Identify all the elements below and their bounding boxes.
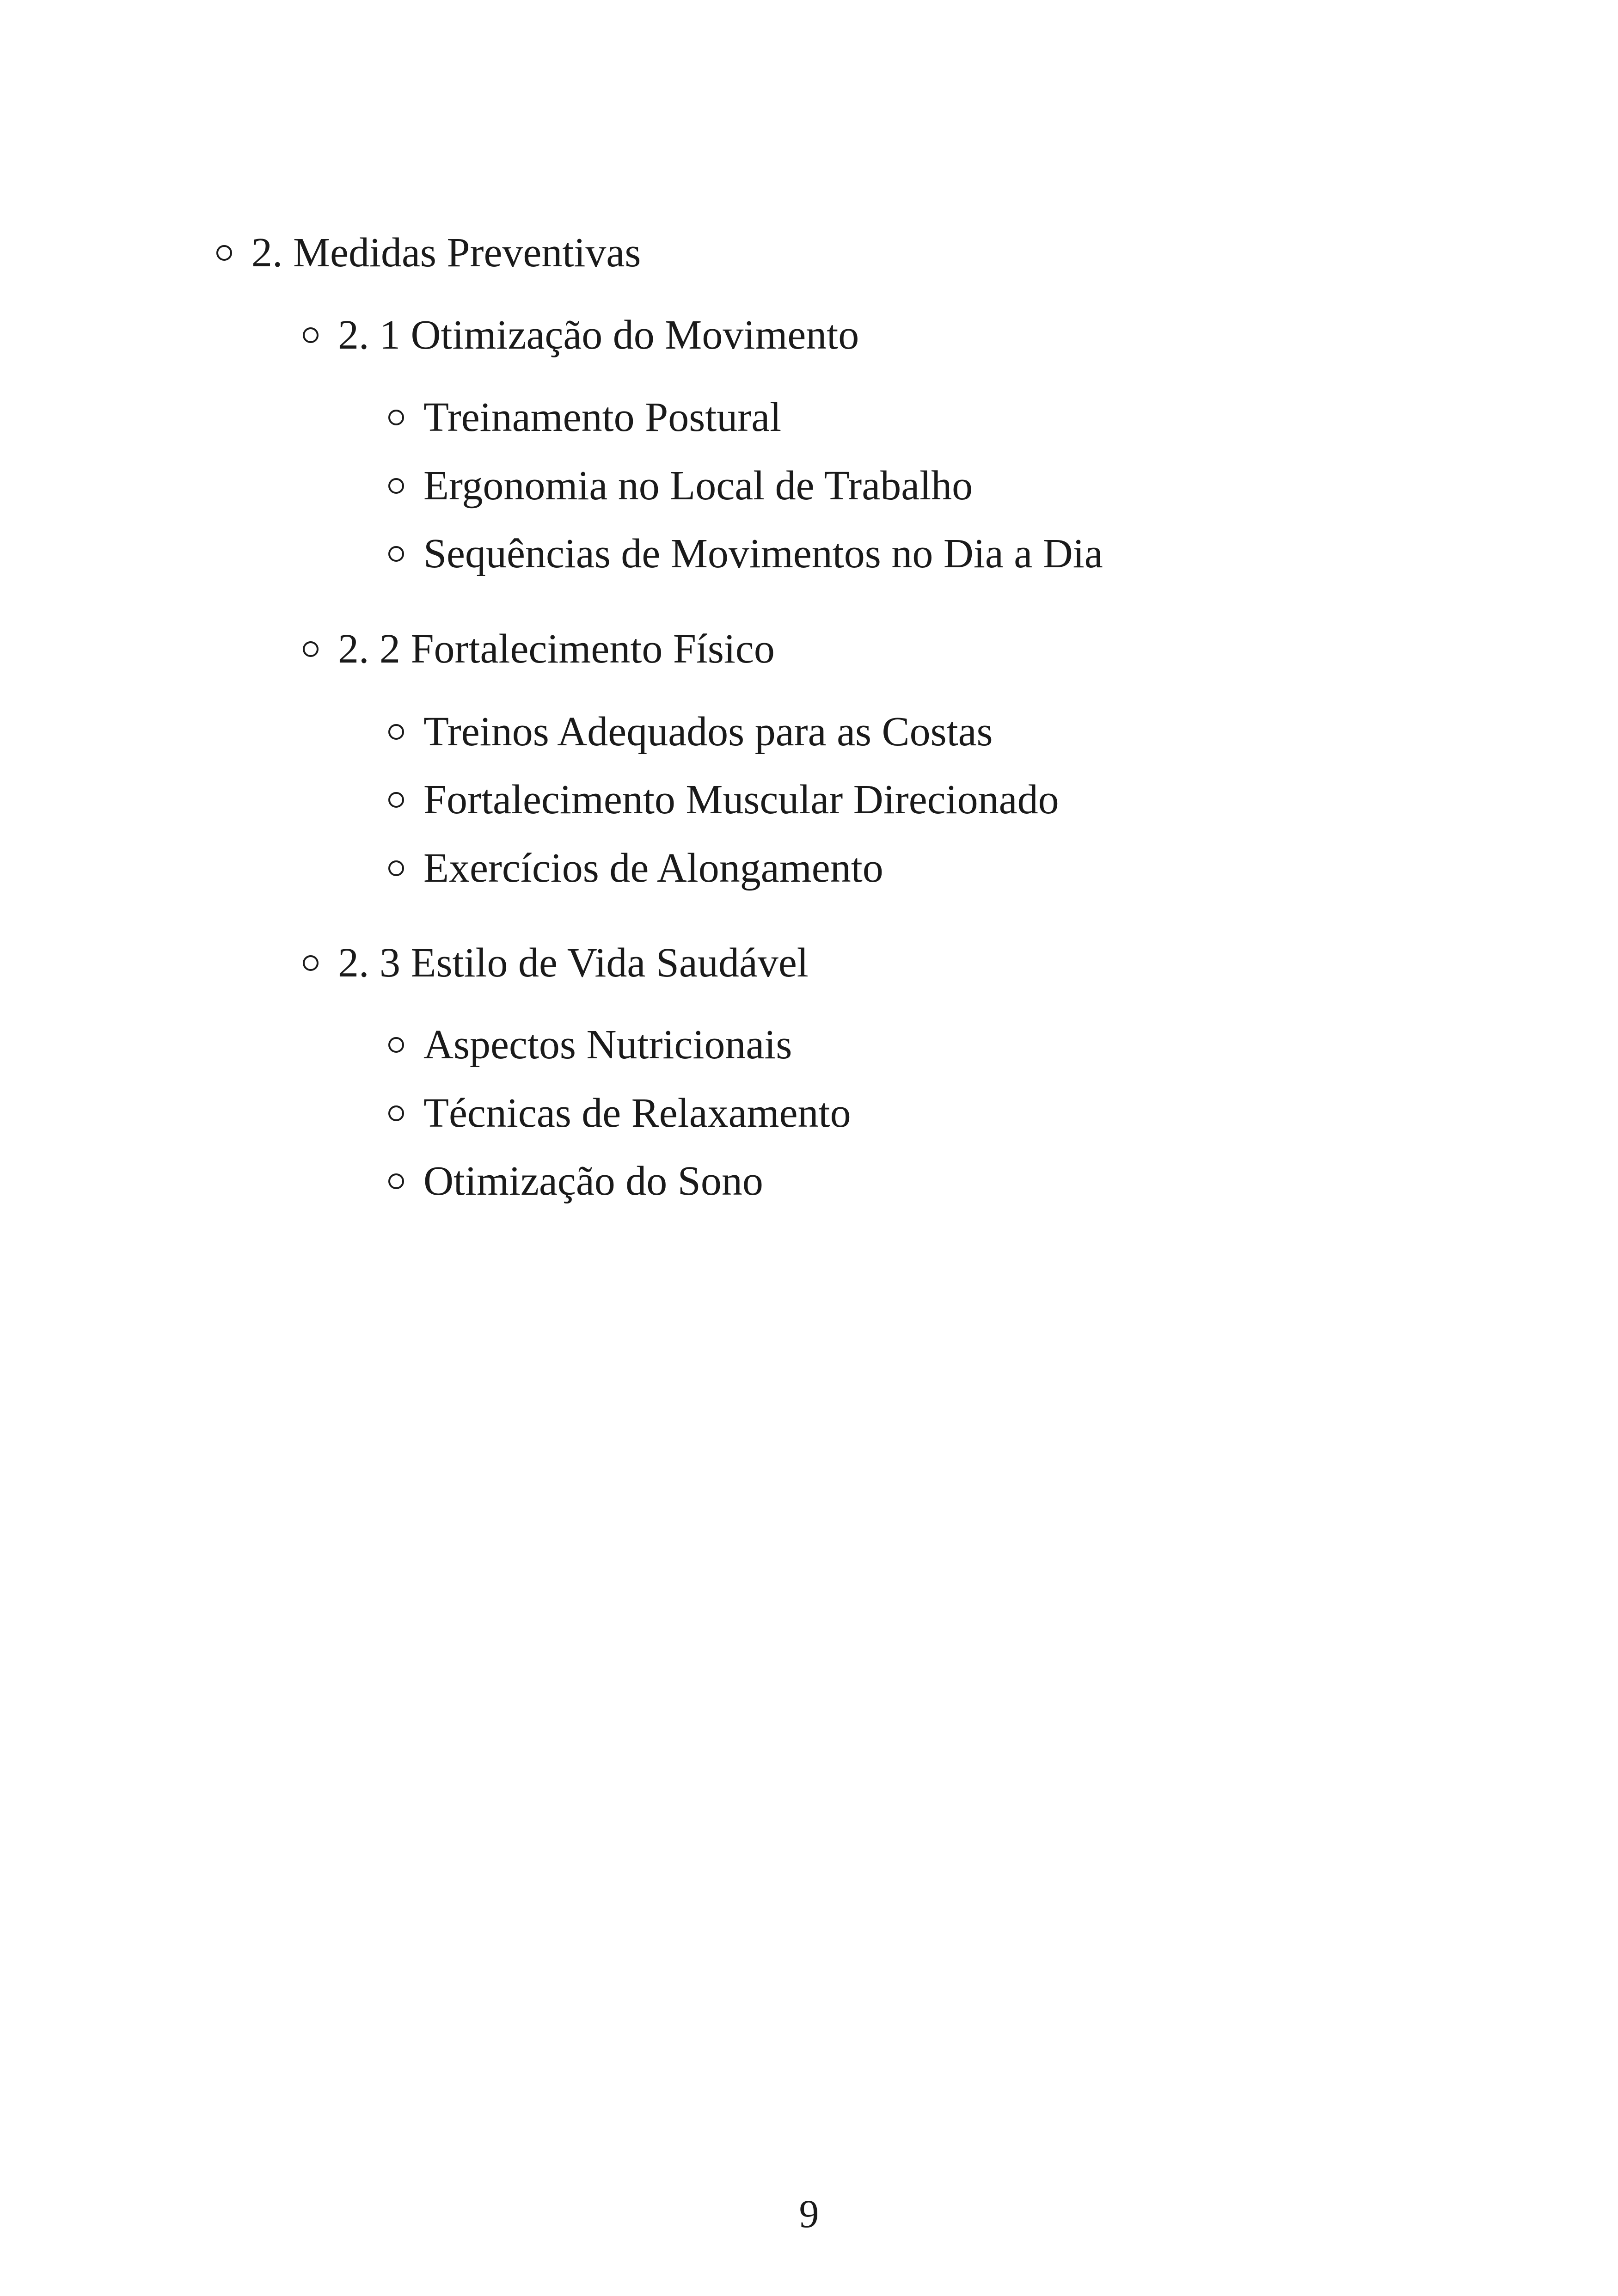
outline-item [388, 533, 1103, 575]
hollow-circle-bullet-icon [388, 410, 404, 425]
hollow-circle-bullet-icon [388, 478, 404, 494]
subsection-label: 2. 1 Otimização do Movimento [338, 312, 859, 358]
hollow-circle-bullet-icon [303, 327, 319, 343]
outline-item [388, 1024, 792, 1066]
outline-item [388, 847, 883, 889]
hollow-circle-bullet-icon [388, 860, 404, 876]
outline-item [388, 394, 782, 440]
item-label: Treinamento Postural [423, 394, 782, 440]
hollow-circle-bullet-icon [303, 641, 319, 657]
outline-item [388, 711, 993, 753]
outline-subsection [303, 942, 809, 984]
item-label: Aspectos Nutricionais [423, 1022, 792, 1068]
item-label: Ergonomia no Local de Trabalho [423, 463, 973, 509]
item-label: Fortalecimento Muscular Direcionado [423, 777, 1059, 823]
outline-item [388, 1160, 763, 1202]
outline-subsection [303, 628, 775, 670]
hollow-circle-bullet-icon [216, 245, 232, 261]
hollow-circle-bullet-icon [388, 1037, 404, 1053]
item-label: Técnicas de Relaxamento [423, 1090, 851, 1136]
page-number: 9 [799, 2192, 819, 2236]
hollow-circle-bullet-icon [388, 792, 404, 808]
item-label: Treinos Adequados para as Costas [423, 709, 993, 755]
hollow-circle-bullet-icon [388, 1173, 404, 1189]
outline-item [388, 779, 1059, 821]
section-label: 2. Medidas Preventivas [251, 230, 641, 276]
outline-section [216, 232, 641, 274]
item-label: Exercícios de Alongamento [423, 845, 883, 891]
hollow-circle-bullet-icon [303, 955, 319, 971]
item-label: Sequências de Movimentos no Dia a Dia [423, 531, 1103, 577]
subsection-label: 2. 3 Estilo de Vida Saudável [338, 940, 809, 986]
hollow-circle-bullet-icon [388, 1105, 404, 1121]
hollow-circle-bullet-icon [388, 546, 404, 562]
outline-item [388, 1090, 851, 1136]
outline-subsection [303, 314, 859, 356]
item-label: Otimização do Sono [423, 1158, 763, 1204]
subsection-label: 2. 2 Fortalecimento Físico [338, 626, 775, 672]
outline-item [388, 465, 973, 507]
hollow-circle-bullet-icon [388, 724, 404, 740]
